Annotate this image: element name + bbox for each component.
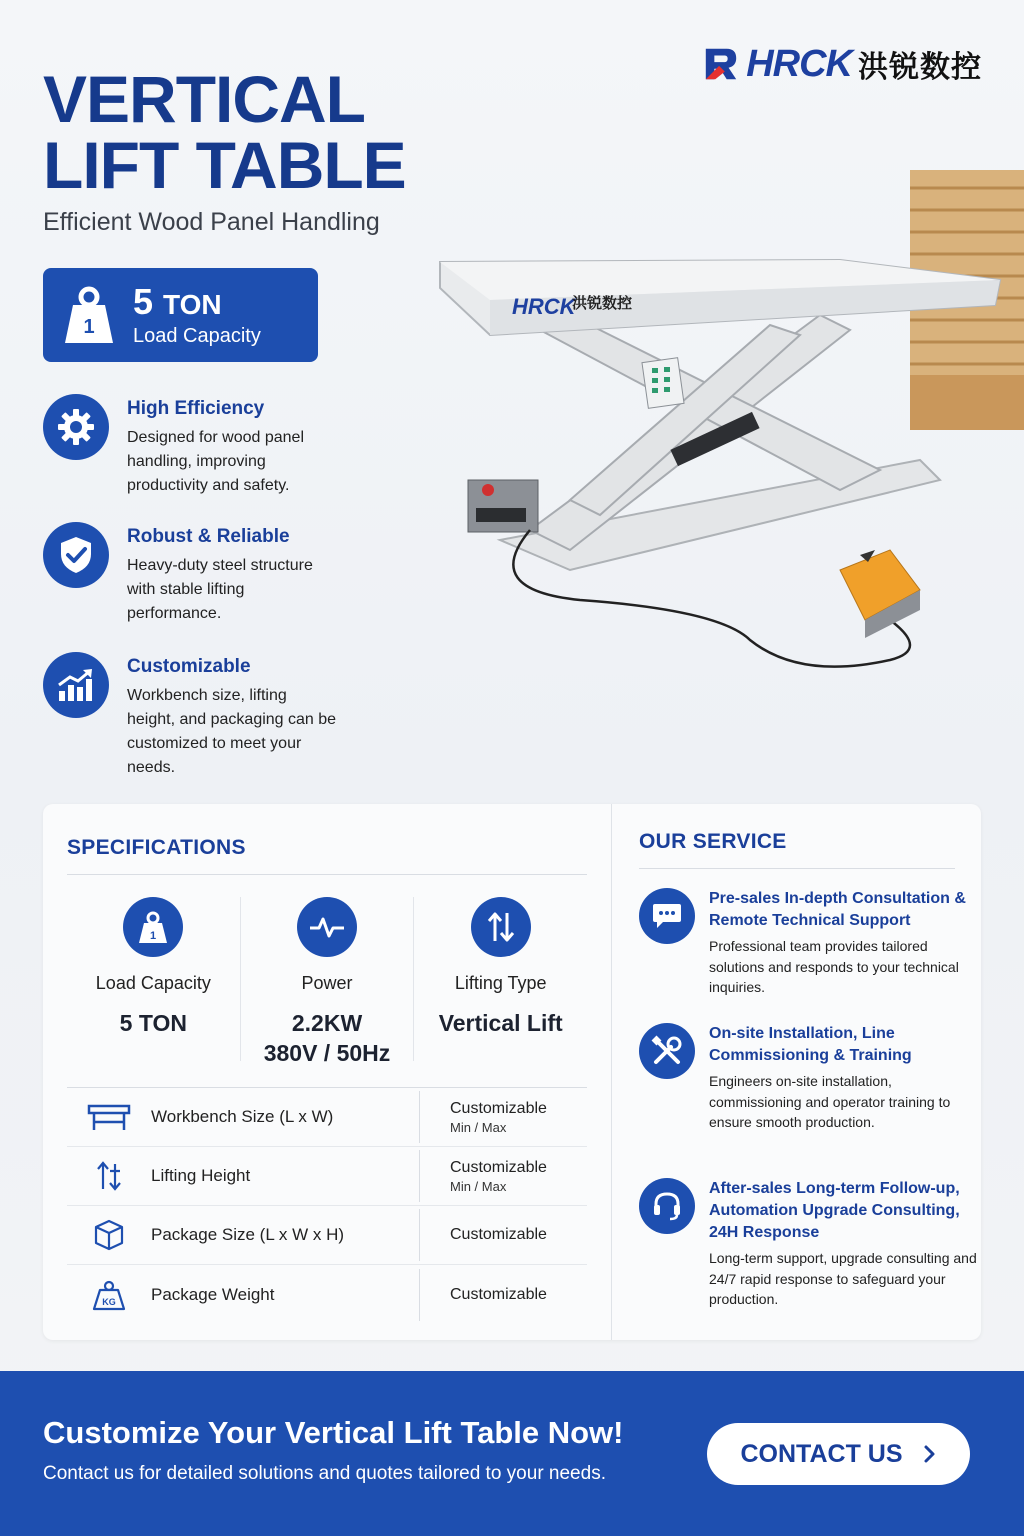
logo-cn-text: 洪锐数控	[858, 50, 982, 85]
headset-icon	[639, 1178, 695, 1234]
service-item-presales	[639, 888, 979, 998]
svg-text:洪锐数控: 洪锐数控	[572, 294, 633, 312]
svg-text:1: 1	[83, 316, 95, 338]
brand-logo	[702, 42, 982, 86]
service-item-aftersales	[639, 1178, 979, 1310]
spec-lifting-type	[414, 897, 587, 1061]
shield-check-icon	[43, 522, 109, 588]
feature-title: Robust & Reliable	[127, 526, 290, 547]
gear-icon	[43, 394, 109, 460]
load-label: Load Capacity	[133, 324, 261, 347]
spec-row-value: Customizable	[450, 1226, 547, 1243]
feature-text: Designed for wood panel handling, improving productivity and safety.	[127, 429, 305, 494]
feature-robust-reliable	[43, 522, 337, 626]
cta-footer	[0, 1371, 1024, 1536]
spec-row-note: Min / Max	[450, 1178, 507, 1194]
weight-icon	[123, 897, 183, 957]
load-number: 5	[133, 280, 154, 322]
package-icon	[67, 1219, 151, 1251]
spec-row-label: Lifting Height	[151, 1166, 251, 1185]
service-item-text: Professional team provides tailored solutions and responds to your technical inquiries.	[709, 938, 959, 995]
service-item-title: Pre-sales In-depth Consultation & Remote Technical Support	[709, 890, 966, 929]
table-row	[67, 1147, 587, 1206]
growth-chart-icon	[43, 652, 109, 718]
specifications-title: SPECIFICATIONS	[67, 836, 246, 859]
page-subtitle: Efficient Wood Panel Handling	[43, 208, 380, 236]
weight-icon	[63, 285, 115, 345]
svg-text:HRCK: HRCK	[512, 294, 576, 319]
up-down-arrows-icon	[471, 897, 531, 957]
service-item-text: Engineers on-site installation, commissioning and operator training to ensure smooth production.	[709, 1073, 951, 1130]
spec-row-label: Package Size (L x W x H)	[151, 1225, 345, 1244]
service-item-title: After-sales Long-term Follow-up, Automation Upgrade Consulting, 24H Response	[709, 1180, 960, 1241]
load-capacity-badge	[43, 268, 318, 362]
contact-us-label: CONTACT US	[740, 1439, 903, 1468]
specifications-section	[67, 836, 587, 1324]
spec-row-value: Customizable	[450, 1158, 547, 1176]
spec-label: Power	[301, 973, 353, 993]
spec-label: Lifting Type	[454, 973, 547, 993]
feature-title: High Efficiency	[127, 398, 265, 419]
feature-high-efficiency	[43, 394, 337, 498]
spec-value: 5 TON	[119, 1010, 187, 1036]
service-item-onsite	[639, 1023, 979, 1133]
table-row	[67, 1206, 587, 1265]
pulse-icon	[297, 897, 357, 957]
spec-row-value: Customizable	[450, 1099, 547, 1117]
chat-icon	[639, 888, 695, 944]
kg-weight-icon	[67, 1279, 151, 1311]
spec-row-note: Min / Max	[450, 1119, 507, 1135]
tools-icon	[639, 1023, 695, 1079]
spec-row-value: Customizable	[450, 1285, 547, 1303]
spec-row-label: Package Weight	[151, 1284, 275, 1304]
service-item-text: Long-term support, upgrade consulting and 24/7 rapid response to safeguard your production.	[709, 1250, 977, 1307]
specs-service-card	[43, 804, 981, 1340]
logo-text: HRCK	[746, 42, 852, 85]
spec-value: Vertical Lift	[438, 1010, 563, 1036]
spec-table	[67, 1087, 587, 1324]
our-service-section	[639, 830, 977, 1307]
chevron-right-icon	[923, 1444, 937, 1464]
service-item-title: On-site Installation, Line Commissioning & Training	[709, 1025, 912, 1064]
load-unit: TON	[163, 288, 222, 320]
svg-text:1: 1	[150, 930, 157, 942]
page-title: VERTICAL LIFT TABLE	[43, 62, 406, 202]
spec-label: Load Capacity	[95, 973, 211, 993]
feature-title: Customizable	[127, 656, 251, 677]
spec-load-capacity	[67, 897, 241, 1061]
spec-power	[241, 897, 415, 1066]
table-row	[67, 1088, 587, 1147]
feature-text: Heavy-duty steel structure with stable lifting performance.	[127, 557, 313, 622]
workbench-icon	[67, 1102, 151, 1132]
spec-row-label: Workbench Size (L x W)	[151, 1107, 334, 1126]
spec-value: 2.2KW 380V / 50Hz	[263, 1010, 391, 1066]
footer-text: Contact us for detailed solutions and quotes tailored to your needs.	[43, 1463, 606, 1484]
feature-text: Workbench size, lifting height, and packaging can be customized to meet your needs.	[127, 687, 337, 776]
table-row	[67, 1265, 587, 1324]
hrck-logo-mark-icon	[702, 45, 740, 83]
footer-headline: Customize Your Vertical Lift Table Now!	[43, 1415, 624, 1450]
service-title: OUR SERVICE	[639, 830, 787, 853]
svg-text:KG: KG	[102, 1296, 116, 1307]
height-icon	[67, 1161, 151, 1191]
contact-us-button[interactable]	[707, 1423, 970, 1485]
feature-customizable	[43, 652, 337, 780]
lift-table-image	[420, 170, 1024, 710]
